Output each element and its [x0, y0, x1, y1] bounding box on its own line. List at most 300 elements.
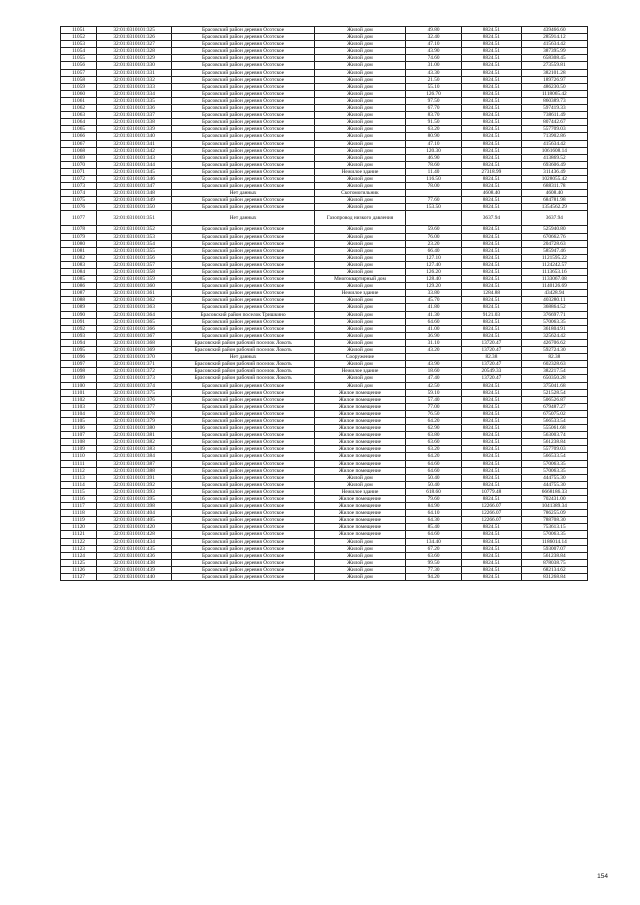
area-cell: 127.40	[405, 261, 461, 268]
address-cell: Брасовский район деревня Осотское	[172, 261, 315, 268]
table-row	[61, 269, 588, 276]
address-cell: Брасовский район деревня Осотское	[172, 247, 315, 254]
area-cell: 79.60	[405, 496, 461, 503]
cadastral-value-cell: 713902.86	[521, 133, 587, 140]
cadastral-number-cell: 32:01:0310101:363	[96, 304, 171, 311]
row-number-cell: 11114	[61, 481, 97, 488]
address-cell: Брасовский район деревня Осотское	[172, 48, 315, 55]
row-number-cell: 11060	[61, 90, 97, 97]
cadastral-number-cell: 32:01:0310101:336	[96, 105, 171, 112]
area-cell: 41.80	[405, 304, 461, 311]
cadastral-value-cell: 570063.35	[521, 318, 587, 325]
cadastral-value-cell: 555061.68	[521, 425, 587, 432]
area-cell: 99.50	[405, 559, 461, 566]
cadastral-value-cell: 557709.03	[521, 446, 587, 453]
cadastral-value-cell: 561238.84	[521, 439, 587, 446]
area-cell: 83.70	[405, 112, 461, 119]
table-row	[61, 574, 588, 581]
table-row	[61, 112, 588, 119]
cadastral-number-cell: 32:01:0310101:352	[96, 226, 171, 233]
row-number-cell: 11100	[61, 382, 97, 389]
object-type-cell: Сооружение	[314, 354, 405, 361]
row-number-cell: 11066	[61, 133, 97, 140]
table-row	[61, 375, 588, 382]
address-cell: Брасовский район деревня Осотское	[172, 531, 315, 538]
object-type-cell: Жилое помещение	[314, 439, 405, 446]
page-number: 154	[597, 873, 608, 880]
cadastral-number-cell: 32:01:0310101:440	[96, 574, 171, 581]
table-row	[61, 453, 588, 460]
specific-value-cell: 13720.47	[462, 339, 522, 346]
area-cell: 31.00	[405, 62, 461, 69]
cadastral-value-cell: 3637.94	[521, 211, 587, 226]
address-cell: Брасовский район деревня Осотское	[172, 496, 315, 503]
area-cell: 33.80	[405, 290, 461, 297]
area-cell: 46.90	[405, 154, 461, 161]
area-cell: 43.90	[405, 48, 461, 55]
table-row	[61, 496, 588, 503]
specific-value-cell: 8824.51	[462, 41, 522, 48]
cadastral-number-cell: 32:01:0310101:392	[96, 481, 171, 488]
object-type-cell: Жилой дом	[314, 197, 405, 204]
object-type-cell: Жилой дом	[314, 552, 405, 559]
cadastral-value-cell: 506526.87	[521, 396, 587, 403]
object-type-cell: Жилой дом	[314, 41, 405, 48]
address-cell: Брасовский район деревня Осотское	[172, 269, 315, 276]
object-type-cell: Жилое помещение	[314, 531, 405, 538]
cadastral-number-cell: 32:01:0310101:434	[96, 538, 171, 545]
specific-value-cell: 13720.47	[462, 347, 522, 354]
cadastral-value-cell: 387395.99	[521, 48, 587, 55]
object-type-cell: Жилой дом	[314, 62, 405, 69]
specific-value-cell: 8824.51	[462, 410, 522, 417]
area-cell: 18.60	[405, 368, 461, 375]
row-number-cell: 11069	[61, 154, 97, 161]
cadastral-value-cell: 525940.80	[521, 226, 587, 233]
row-number-cell: 11061	[61, 97, 97, 104]
cadastral-value-cell: 693606.49	[521, 161, 587, 168]
area-cell: 49.80	[405, 27, 461, 34]
specific-value-cell: 8824.51	[462, 318, 522, 325]
specific-value-cell: 12266.07	[462, 503, 522, 510]
cadastral-value-cell: 486230.50	[521, 83, 587, 90]
cadastral-value-cell: 682134.62	[521, 566, 587, 573]
area-cell: 63.20	[405, 446, 461, 453]
row-number-cell: 11075	[61, 197, 97, 204]
specific-value-cell: 8824.51	[462, 382, 522, 389]
cadastral-value-cell: 570063.35	[521, 467, 587, 474]
specific-value-cell: 8824.51	[462, 545, 522, 552]
object-type-cell: Жилой дом	[314, 566, 405, 573]
address-cell: Брасовский район деревня Осотское	[172, 140, 315, 147]
cadastral-number-cell: 32:01:0310101:327	[96, 41, 171, 48]
cadastral-value-cell: 43428.94	[521, 290, 587, 297]
document-page	[60, 26, 588, 581]
cadastral-value-cell: 361804.91	[521, 325, 587, 332]
specific-value-cell: 8824.51	[462, 325, 522, 332]
table-row	[61, 34, 588, 41]
object-type-cell: Жилой дом	[314, 204, 405, 211]
cadastral-number-cell: 32:01:0310101:380	[96, 425, 171, 432]
specific-value-cell: 8824.51	[462, 233, 522, 240]
cadastral-value-cell: 788708.30	[521, 517, 587, 524]
cadastral-value-cell: 444755.30	[521, 481, 587, 488]
row-number-cell: 11055	[61, 55, 97, 62]
cadastral-value-cell: 650350.28	[521, 375, 587, 382]
specific-value-cell: 8824.51	[462, 446, 522, 453]
address-cell: Брасовский район деревня Осотское	[172, 552, 315, 559]
table-row	[61, 254, 588, 261]
address-cell: Брасовский район деревня Осотское	[172, 83, 315, 90]
row-number-cell: 11112	[61, 467, 97, 474]
specific-value-cell: 1284.88	[462, 290, 522, 297]
address-cell: Брасовский район деревня Осотское	[172, 425, 315, 432]
cadastral-number-cell: 32:01:0310101:388	[96, 467, 171, 474]
address-cell: Брасовский район деревня Осотское	[172, 154, 315, 161]
area-cell: 63.20	[405, 126, 461, 133]
cadastral-value-cell: 204728.63	[521, 240, 587, 247]
specific-value-cell: 8824.51	[462, 439, 522, 446]
specific-value-cell: 8824.51	[462, 566, 522, 573]
address-cell: Брасовский район деревня Осотское	[172, 538, 315, 545]
table-row	[61, 481, 588, 488]
cadastral-value-cell: 1118065.42	[521, 90, 587, 97]
table-row	[61, 460, 588, 467]
cadastral-value-cell: 561238.84	[521, 552, 587, 559]
cadastral-value-cell: 592724.30	[521, 347, 587, 354]
object-type-cell: Жилой дом	[314, 97, 405, 104]
address-cell: Брасовский район рабочий поселок Локоть	[172, 339, 315, 346]
row-number-cell: 11116	[61, 496, 97, 503]
address-cell: Брасовский район рабочий поселок Локоть	[172, 347, 315, 354]
area-cell: 64.60	[405, 318, 461, 325]
address-cell: Брасовский район деревня Осотское	[172, 55, 315, 62]
object-type-cell: Жилой дом	[314, 474, 405, 481]
cadastral-value-cell: 1061608.14	[521, 147, 587, 154]
row-number-cell: 11124	[61, 552, 97, 559]
cadastral-value-cell: 1113653.16	[521, 269, 587, 276]
specific-value-cell: 12266.07	[462, 517, 522, 524]
area-cell: 97.50	[405, 97, 461, 104]
row-number-cell: 11098	[61, 368, 97, 375]
object-type-cell: Жилой дом	[314, 55, 405, 62]
object-type-cell: Жилой дом	[314, 27, 405, 34]
cadastral-number-cell: 32:01:0310101:344	[96, 161, 171, 168]
cadastral-number-cell: 32:01:0310101:335	[96, 97, 171, 104]
table-row	[61, 311, 588, 318]
area-cell: 23.20	[405, 240, 461, 247]
object-type-cell: Жилой дом	[314, 283, 405, 290]
cadastral-value-cell: 368864.52	[521, 304, 587, 311]
specific-value-cell: 8824.51	[462, 467, 522, 474]
cadastral-value-cell: 675075.02	[521, 410, 587, 417]
specific-value-cell: 10779.48	[462, 488, 522, 495]
row-number-cell: 11083	[61, 261, 97, 268]
specific-value-cell: 8824.51	[462, 574, 522, 581]
area-cell: 77.30	[405, 566, 461, 573]
cadastral-value-cell: 670662.76	[521, 233, 587, 240]
cadastral-number-cell: 32:01:0310101:346	[96, 175, 171, 182]
cadastral-number-cell: 32:01:0310101:359	[96, 276, 171, 283]
cadastral-number-cell: 32:01:0310101:372	[96, 368, 171, 375]
area-cell: 63.60	[405, 439, 461, 446]
row-number-cell: 11065	[61, 126, 97, 133]
specific-value-cell: 8824.51	[462, 76, 522, 83]
cadastral-number-cell: 32:01:0310101:341	[96, 140, 171, 147]
specific-value-cell: 8824.51	[462, 175, 522, 182]
cadastral-number-cell: 32:01:0310101:328	[96, 48, 171, 55]
table-row	[61, 76, 588, 83]
table-row	[61, 467, 588, 474]
object-type-cell: Жилое помещение	[314, 510, 405, 517]
table-row	[61, 27, 588, 34]
cadastral-number-cell: 32:01:0310101:381	[96, 432, 171, 439]
table-row	[61, 48, 588, 55]
address-cell: Брасовский район деревня Осотское	[172, 119, 315, 126]
address-cell: Брасовский район деревня Осотское	[172, 396, 315, 403]
address-cell: Брасовский район деревня Осотское	[172, 62, 315, 69]
address-cell: Брасовский район деревня Осотское	[172, 481, 315, 488]
object-type-cell: Жилое помещение	[314, 425, 405, 432]
specific-value-cell: 8824.51	[462, 524, 522, 531]
row-number-cell: 11088	[61, 297, 97, 304]
row-number-cell: 11123	[61, 545, 97, 552]
cadastral-value-cell: 593007.07	[521, 545, 587, 552]
object-type-cell: Жилой дом	[314, 34, 405, 41]
row-number-cell: 11122	[61, 538, 97, 545]
cadastral-number-cell: 32:01:0310101:383	[96, 446, 171, 453]
cadastral-value-cell: 860389.73	[521, 97, 587, 104]
cadastral-value-cell: 738611.49	[521, 112, 587, 119]
specific-value-cell: 13720.47	[462, 375, 522, 382]
cadastral-value-cell: 585947.46	[521, 247, 587, 254]
cadastral-number-cell: 32:01:0310101:369	[96, 347, 171, 354]
cadastral-value-cell: 807442.67	[521, 119, 587, 126]
cadastral-number-cell: 32:01:0310101:384	[96, 453, 171, 460]
object-type-cell: Нежилое здание	[314, 168, 405, 175]
object-type-cell: Жилой дом	[314, 325, 405, 332]
row-number-cell: 11111	[61, 460, 97, 467]
specific-value-cell: 8824.51	[462, 226, 522, 233]
cadastral-value-cell: 570063.35	[521, 531, 587, 538]
row-number-cell: 11054	[61, 48, 97, 55]
area-cell: 77.60	[405, 197, 461, 204]
area-cell: 128.40	[405, 276, 461, 283]
cadastral-number-cell: 32:01:0310101:366	[96, 325, 171, 332]
specific-value-cell: 27318.99	[462, 168, 522, 175]
object-type-cell: Жилой дом	[314, 69, 405, 76]
cadastral-value-cell: 415634.42	[521, 140, 587, 147]
address-cell: Брасовский район деревня Осотское	[172, 503, 315, 510]
cadastral-value-cell: 1133067.08	[521, 276, 587, 283]
table-row	[61, 175, 588, 182]
area-cell: 41.00	[405, 325, 461, 332]
row-number-cell: 11097	[61, 361, 97, 368]
row-number-cell: 11121	[61, 531, 97, 538]
cadastral-value-cell: 382101.28	[521, 69, 587, 76]
cadastral-value-cell: 403280.11	[521, 297, 587, 304]
cadastral-value-cell: 557709.03	[521, 126, 587, 133]
cadastral-number-cell: 32:01:0310101:329	[96, 55, 171, 62]
address-cell: Брасовский район деревня Осотское	[172, 566, 315, 573]
address-cell: Брасовский район деревня Осотское	[172, 204, 315, 211]
address-cell: Брасовский район деревня Осотское	[172, 276, 315, 283]
area-cell: 63.80	[405, 432, 461, 439]
cadastral-number-cell: 32:01:0310101:351	[96, 211, 171, 226]
cadastral-number-cell: 32:01:0310101:362	[96, 297, 171, 304]
object-type-cell: Жилой дом	[314, 304, 405, 311]
cadastral-value-cell: 382217.54	[521, 368, 587, 375]
table-row	[61, 283, 588, 290]
address-cell: Брасовский район деревня Осотское	[172, 524, 315, 531]
table-row	[61, 240, 588, 247]
specific-value-cell: 8824.51	[462, 48, 522, 55]
area-cell: 47.40	[405, 375, 461, 382]
cadastral-number-cell: 32:01:0310101:337	[96, 112, 171, 119]
cadastral-number-cell: 32:01:0310101:368	[96, 339, 171, 346]
area-cell: 59.10	[405, 389, 461, 396]
cadastral-number-cell: 32:01:0310101:354	[96, 240, 171, 247]
specific-value-cell: 8824.51	[462, 297, 522, 304]
area-cell	[405, 354, 461, 361]
row-number-cell: 11118	[61, 510, 97, 517]
cadastral-value-cell: 189726.97	[521, 76, 587, 83]
object-type-cell: Жилое помещение	[314, 432, 405, 439]
specific-value-cell: 8824.51	[462, 126, 522, 133]
cadastral-number-cell: 32:01:0310101:348	[96, 190, 171, 197]
address-cell: Брасовский район деревня Осотское	[172, 283, 315, 290]
table-row	[61, 396, 588, 403]
object-type-cell: Жилой дом	[314, 76, 405, 83]
specific-value-cell: 8824.51	[462, 34, 522, 41]
address-cell: Брасовский район деревня Осотское	[172, 126, 315, 133]
specific-value-cell: 8824.51	[462, 204, 522, 211]
object-type-cell: Жилой дом	[314, 318, 405, 325]
cadastral-number-cell: 32:01:0310101:374	[96, 382, 171, 389]
area-cell: 618.60	[405, 488, 461, 495]
address-cell: Брасовский район деревня Осотское	[172, 446, 315, 453]
table-row	[61, 361, 588, 368]
object-type-cell: Жилое помещение	[314, 410, 405, 417]
area-cell: 36.90	[405, 332, 461, 339]
address-cell: Брасовский район деревня Осотское	[172, 233, 315, 240]
object-type-cell: Жилой дом	[314, 574, 405, 581]
area-cell: 64.20	[405, 417, 461, 424]
specific-value-cell: 8824.51	[462, 112, 522, 119]
object-type-cell: Жилое помещение	[314, 389, 405, 396]
row-number-cell: 11102	[61, 396, 97, 403]
cadastral-number-cell: 32:01:0310101:391	[96, 474, 171, 481]
area-cell: 45.70	[405, 297, 461, 304]
table-row	[61, 290, 588, 297]
specific-value-cell: 8824.51	[462, 55, 522, 62]
address-cell: Брасовский район деревня Осотское	[172, 147, 315, 154]
specific-value-cell: 8824.51	[462, 154, 522, 161]
object-type-cell: Жилой дом	[314, 311, 405, 318]
object-type-cell: Жилой дом	[314, 538, 405, 545]
object-type-cell: Жилое помещение	[314, 453, 405, 460]
address-cell: Брасовский район деревня Осотское	[172, 168, 315, 175]
object-type-cell: Жилой дом	[314, 261, 405, 268]
table-row	[61, 517, 588, 524]
area-cell: 64.30	[405, 517, 461, 524]
table-row	[61, 69, 588, 76]
row-number-cell: 11101	[61, 389, 97, 396]
specific-value-cell: 8824.51	[462, 119, 522, 126]
cadastral-number-cell: 32:01:0310101:387	[96, 460, 171, 467]
area-cell: 91.50	[405, 119, 461, 126]
area-cell: 47.10	[405, 140, 461, 147]
table-row	[61, 41, 588, 48]
cadastral-number-cell: 32:01:0310101:349	[96, 197, 171, 204]
table-row	[61, 276, 588, 283]
row-number-cell: 11073	[61, 183, 97, 190]
specific-value-cell: 8824.51	[462, 531, 522, 538]
specific-value-cell: 8824.51	[462, 69, 522, 76]
specific-value-cell: 8824.51	[462, 432, 522, 439]
row-number-cell: 11084	[61, 269, 97, 276]
address-cell: Брасовский район деревня Осотское	[172, 517, 315, 524]
cadastral-number-cell: 32:01:0310101:339	[96, 126, 171, 133]
cadastral-value-cell: 1028055.42	[521, 175, 587, 182]
object-type-cell: Жилой дом	[314, 240, 405, 247]
specific-value-cell: 8824.51	[462, 460, 522, 467]
table-row	[61, 503, 588, 510]
specific-value-cell: 8824.51	[462, 105, 522, 112]
row-number-cell: 11120	[61, 524, 97, 531]
table-row	[61, 62, 588, 69]
specific-value-cell: 13720.47	[462, 361, 522, 368]
table-row	[61, 488, 588, 495]
object-type-cell: Жилое помещение	[314, 524, 405, 531]
row-number-cell: 11096	[61, 354, 97, 361]
row-number-cell: 11094	[61, 339, 97, 346]
specific-value-cell: 8824.51	[462, 481, 522, 488]
cadastral-value-cell: 563003.74	[521, 432, 587, 439]
object-type-cell: Жилой дом	[314, 48, 405, 55]
area-cell: 120.30	[405, 147, 461, 154]
object-type-cell: Жилое помещение	[314, 446, 405, 453]
area-cell: 63.60	[405, 552, 461, 559]
area-cell: 64.60	[405, 467, 461, 474]
specific-value-cell: 12266.07	[462, 510, 522, 517]
row-number-cell: 11095	[61, 347, 97, 354]
cadastral-value-cell: 6668186.33	[521, 488, 587, 495]
area-cell: 116.50	[405, 175, 461, 182]
cadastral-value-cell: 444755.30	[521, 474, 587, 481]
cadastral-number-cell: 32:01:0310101:333	[96, 83, 171, 90]
cadastral-value-cell: 831268.84	[521, 574, 587, 581]
row-number-cell: 11082	[61, 254, 97, 261]
area-cell: 67.70	[405, 105, 461, 112]
table-row	[61, 425, 588, 432]
row-number-cell: 11063	[61, 112, 97, 119]
specific-value-cell: 8824.51	[462, 396, 522, 403]
table-row	[61, 382, 588, 389]
cadastral-number-cell: 32:01:0310101:376	[96, 396, 171, 403]
cadastral-value-cell: 521528.54	[521, 389, 587, 396]
cadastral-number-cell: 32:01:0310101:398	[96, 503, 171, 510]
area-cell: 42.50	[405, 382, 461, 389]
table-row	[61, 559, 588, 566]
area-cell: 43.30	[405, 69, 461, 76]
area-cell: 41.30	[405, 311, 461, 318]
cadastral-number-cell: 32:01:0310101:356	[96, 254, 171, 261]
table-row	[61, 55, 588, 62]
table-row	[61, 183, 588, 190]
object-type-cell: Жилой дом	[314, 332, 405, 339]
cadastral-number-cell: 32:01:0310101:345	[96, 168, 171, 175]
